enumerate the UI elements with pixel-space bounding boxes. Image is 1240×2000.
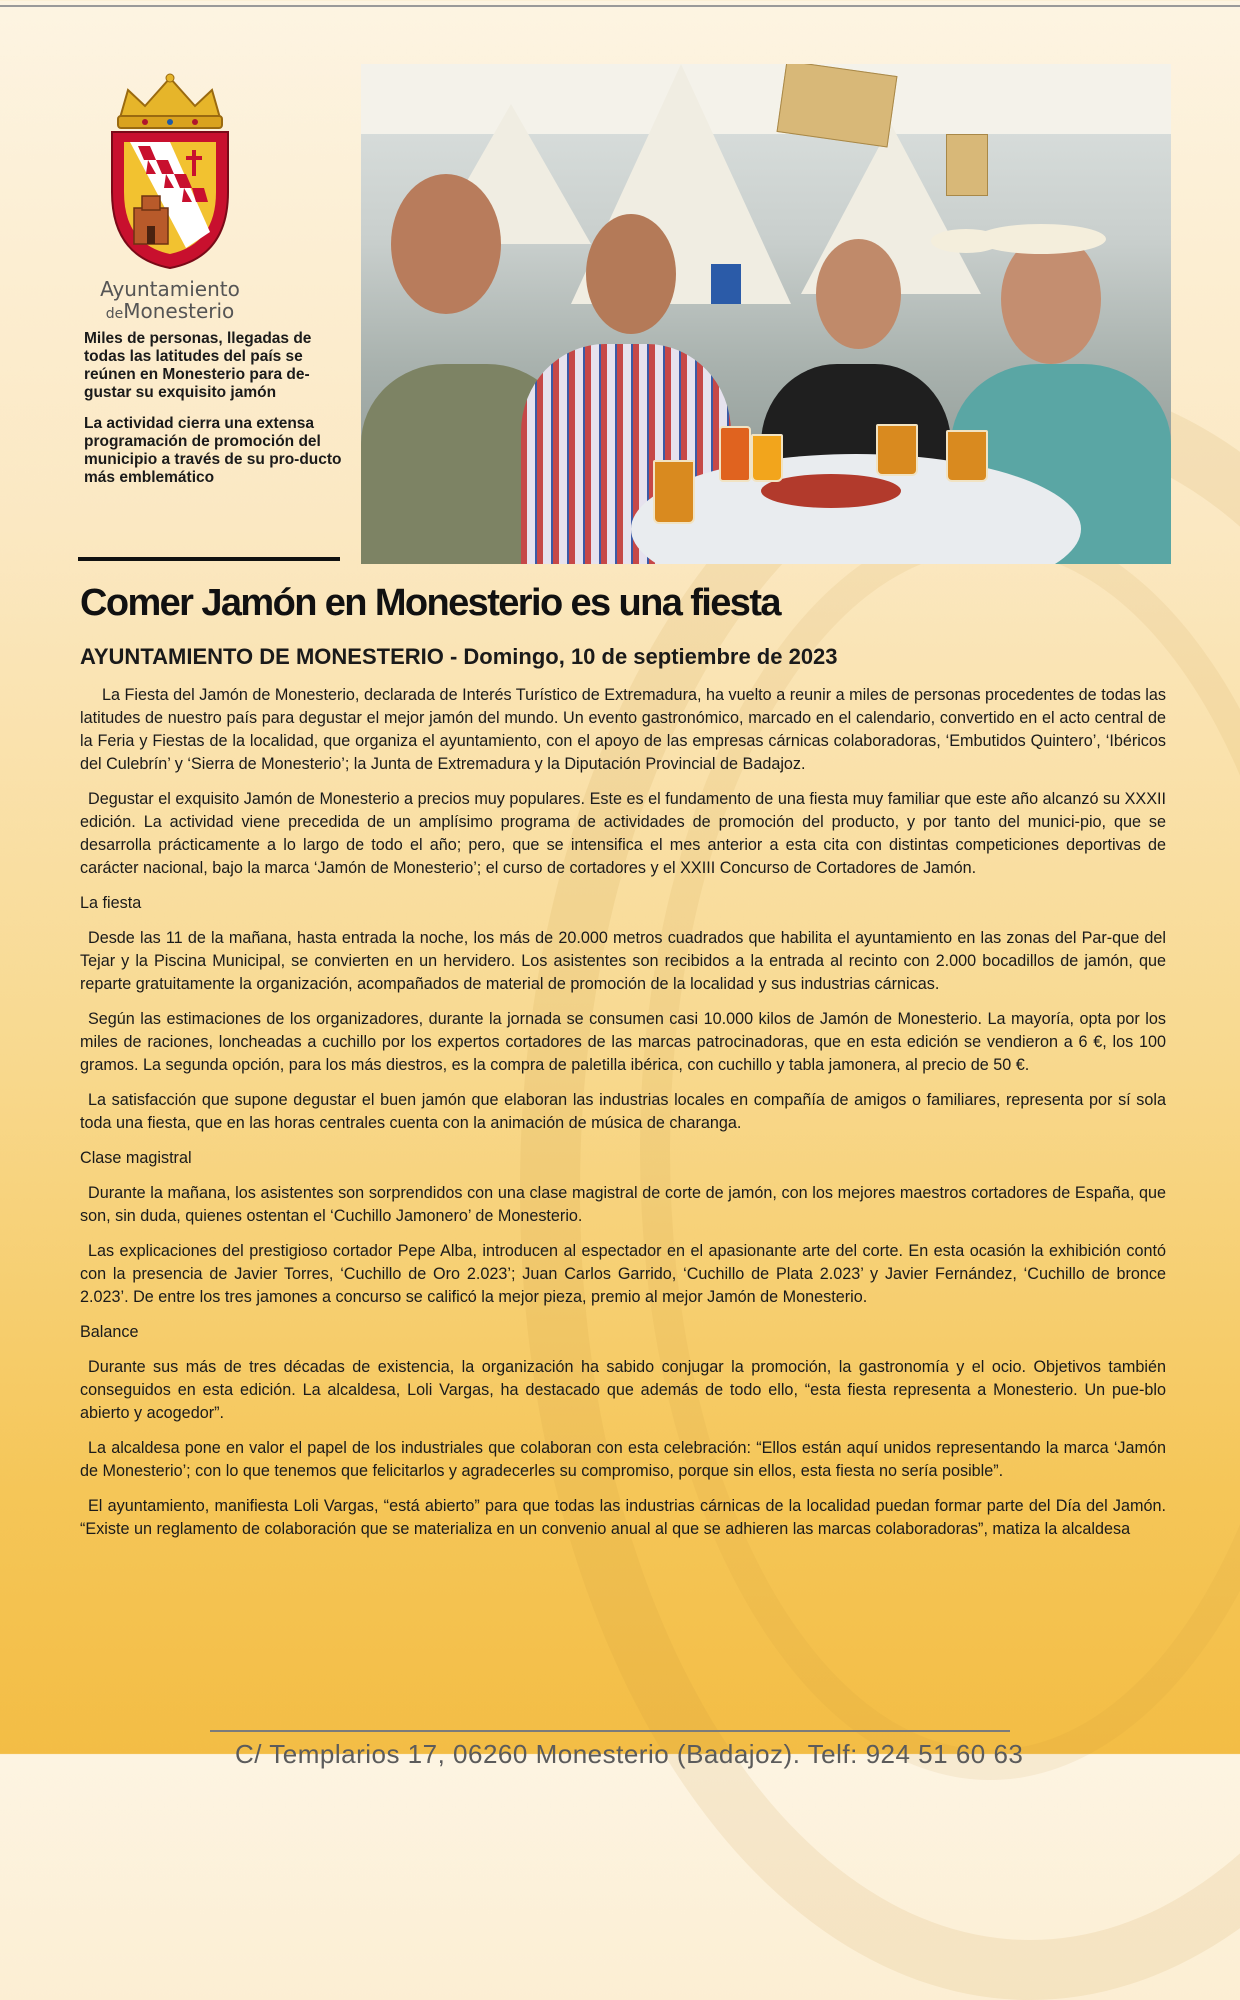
soda-can [719,426,751,482]
article-paragraph: Durante la mañana, los asistentes son sorprendidos con una clase magistral de corte de jamón, con los mejores maestros cortadores de España, que son, sin duda, quienes ostentan el ‘Cuchillo Jamonero’ de Monesterio. [80,1184,1166,1225]
article-paragraph: La satisfacción que supone degustar el buen jamón que elaboran las industrias locales en compañía de amigos o familiares, representa por sí sola toda una fiesta, que en las horas centrales cuenta con la animación de música de charanga. [80,1091,1166,1132]
person-3-head [816,239,901,349]
section-heading: La fiesta [80,894,142,912]
beer-glass-1 [653,460,695,524]
logo-line-2 [80,300,260,325]
article-byline: AYUNTAMIENTO DE MONESTERIO - Domingo, 10 de septiembre de 2023 [80,644,838,669]
lead-paragraph-2: La actividad cierra una extensa programación de promoción del municipio a través de su pro-ducto más emblemático [84,415,342,486]
background-person-hat [931,229,1001,253]
footer-divider [210,1730,1010,1732]
logo-line-2-name: Monesterio [123,299,235,323]
article-paragraph: El ayuntamiento, manifiesta Loli Vargas, “está abierto” para que todas las industrias cárnicas de la localidad puedan formar parte del Día del Jamón. “Existe un reglamento de colaboración que se materializa en un convenio anual al que se adhieren las marcas colaboradoras”, matiza la alcaldesa [80,1497,1166,1538]
logo-line-2-prefix: de [105,306,124,322]
section-heading: Balance [80,1323,139,1341]
section-heading: Clase magistral [80,1149,192,1167]
coat-of-arms-icon [100,72,240,272]
lead-divider [78,557,340,561]
lead-paragraph-1: Miles de personas, llegadas de todas las latitudes del país se reúnen en Monesterio para de-gustar su exquisito jamón [84,330,312,401]
article-paragraph: La alcaldesa pone en valor el papel de los industriales que colaboran con esta celebración: “Ellos están aquí unidos representando la marca ‘Jamón de Monesterio’; con lo que tenemos que felicitarlos y agradecerles su compromiso, porque sin ellos, esta fiesta no sería posible”. [80,1439,1166,1480]
article-paragraph: La Fiesta del Jamón de Monesterio, declarada de Interés Turístico de Extremadura, ha vuelto a reunir a miles de personas procedentes de todas las latitudes de nuestro país para degustar el mejor jamón del mundo. Un evento gastronómico, marcado en el calendario, convertido en el acto central de la Feria y Fiestas de la localidad, que organiza el ayuntamiento, con el apoyo de las empresas cárnicas colaboradoras, ‘Embutidos Quintero’, ‘Ibéricos del Culebrín’ y ‘Sierra de Monesterio’; la Junta de Extremadura y la Diputación Provincial de Badajoz. [80,686,1166,773]
tent-shape [361,64,1171,134]
article-paragraph: Desde las 11 de la mañana, hasta entrada la noche, los más de 20.000 metros cuadrados que habilita el ayuntamiento en las zonas del Par-que del Tejar y la Piscina Municipal, se convierten en un hervidero. Los asistentes son recibidos a la entrada al recinto con 2.000 bocadillos de jamón, que reparte gratuitamente la organización, acompañados de material de promoción de la localidad y sus industrias cárnicas. [80,929,1166,993]
article-paragraph: Durante sus más de tres décadas de existencia, la organización ha sabido conjugar la promoción, la gastronomía y el ocio. Objetivos también conseguidos en esta edición. La alcaldesa, Loli Vargas, ha destacado que además de todo ello, “esta fiesta representa a Monesterio. Un pue-blo abierto y acogedor”. [80,1358,1166,1422]
footer-address: C/ Templarios 17, 06260 Monesterio (Badajoz). Telf: 924 51 60 63 [235,1739,1024,1769]
juice-glass [751,434,783,482]
person-2-head [586,214,676,334]
poster [711,264,741,304]
article-title: Comer Jamón en Monesterio es una fiesta [80,582,780,624]
beer-glass-3 [946,430,988,482]
top-border-rule [0,5,1240,7]
article-paragraph: Degustar el exquisito Jamón de Monesterio a precios muy populares. Este es el fundamento de una fiesta muy familiar que este año alcanzó su XXXII edición. La actividad viene precedida de un amplísimo programa de actividades de promoción del producto, y por tanto del munici-pio, que se desarrolla prácticamente a lo largo de todo el año; pero, que se intensifica el mes anterior a esta cita con distintas competiciones deportivas de carácter nacional, bajo la marca ‘Jamón de Monesterio’; el curso de cortadores y el XXIII Concurso de Cortadores de Jamón. [80,790,1166,877]
article-body [80,684,1166,1553]
event-photo [361,64,1171,564]
logo-line-1: Ayuntamiento [100,277,240,301]
municipality-logo [80,72,260,325]
lead-summary [84,330,346,500]
article-paragraph: Según las estimaciones de los organizadores, durante la jornada se consumen casi 10.000 kilos de Jamón de Monesterio. La mayoría, opta por los miles de raciones, loncheadas a cuchillo por los expertos cortadores de las marcas patrocinadoras, que en esta edición se vendieron a 6 €, los 100 gramos. La segunda opción, para los más diestros, es la compra de paletilla ibérica, con cuchillo y tabla jamonera, al precio de 50 €. [80,1010,1166,1074]
beer-glass-2 [876,424,918,476]
stall-sign [777,64,898,147]
article-paragraph: Las explicaciones del prestigioso cortador Pepe Alba, introducen al espectador en el apasionante arte del corte. En esta ocasión la exhibición contó con la presencia de Javier Torres, ‘Cuchillo de Oro 2.023’; Juan Carlos Garrido, ‘Cuchillo de Plata 2.023’ y Javier Fernández, ‘Cuchillo de bronce 2.023’. De entre los tres jamones a concurso se calificó la mejor pieza, premio al mejor Jamón de Monesterio. [80,1242,1166,1306]
person-1-head [391,174,501,314]
stall-sign-2 [946,134,988,196]
